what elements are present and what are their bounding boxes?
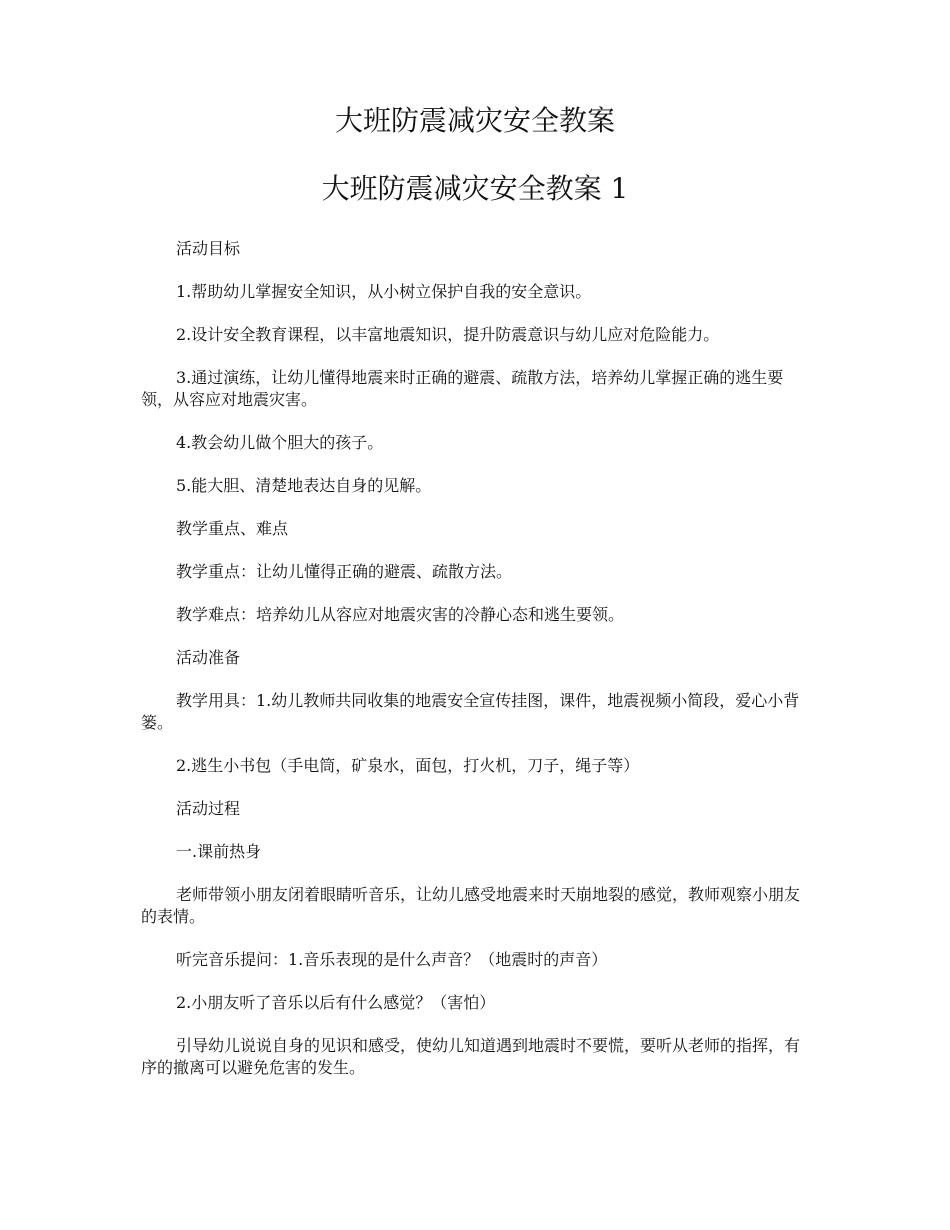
paragraph: 听完音乐提问：1.音乐表现的是什么声音？（地震时的声音） xyxy=(176,950,608,969)
section-heading-key-points: 教学重点、难点 xyxy=(176,519,289,538)
paragraph: 1.帮助幼儿掌握安全知识，从小树立保护自我的安全意识。 xyxy=(176,282,592,301)
document-subtitle: 大班防震减灾安全教案 1 xyxy=(321,172,629,205)
paragraph: 4.教会幼儿做个胆大的孩子。 xyxy=(176,433,384,452)
paragraph: 教学用具：1.幼儿教师共同收集的地震安全宣传挂图，课件，地震视频小简段，爱心小背篓。 xyxy=(141,691,800,732)
paragraph: 2.小朋友听了音乐以后有什么感觉？（害怕） xyxy=(176,993,496,1012)
paragraph: 2.逃生小书包（手电筒，矿泉水，面包，打火机，刀子，绳子等） xyxy=(176,756,640,775)
paragraph: 5.能大胆、清楚地表达自身的见解。 xyxy=(176,476,432,495)
paragraph: 引导幼儿说说自身的见识和感受，使幼儿知道遇到地震时不要慌，要听从老师的指挥，有序的撤离可以避免危害的发生。 xyxy=(141,1036,801,1077)
paragraph: 教学重点：让幼儿懂得正确的避震、疏散方法。 xyxy=(176,562,513,581)
section-heading-process: 活动过程 xyxy=(176,799,241,818)
section-heading-preparation: 活动准备 xyxy=(176,648,241,667)
subheading-warmup: 一.课前热身 xyxy=(176,842,262,861)
section-heading-goals: 活动目标 xyxy=(176,239,241,258)
document-body xyxy=(141,238,813,1079)
paragraph: 3.通过演练，让幼儿懂得地震来时正确的避震、疏散方法，培养幼儿掌握正确的逃生要领，从容应对地震灾害。 xyxy=(141,368,784,409)
paragraph: 教学难点：培养幼儿从容应对地震灾害的冷静心态和逃生要领。 xyxy=(176,605,625,624)
paragraph: 老师带领小朋友闭着眼睛听音乐，让幼儿感受地震来时天崩地裂的感觉，教师观察小朋友的表情。 xyxy=(141,885,801,926)
document-title: 大班防震减灾安全教案 xyxy=(334,104,615,137)
paragraph: 2.设计安全教育课程，以丰富地震知识，提升防震意识与幼儿应对危险能力。 xyxy=(176,325,720,344)
